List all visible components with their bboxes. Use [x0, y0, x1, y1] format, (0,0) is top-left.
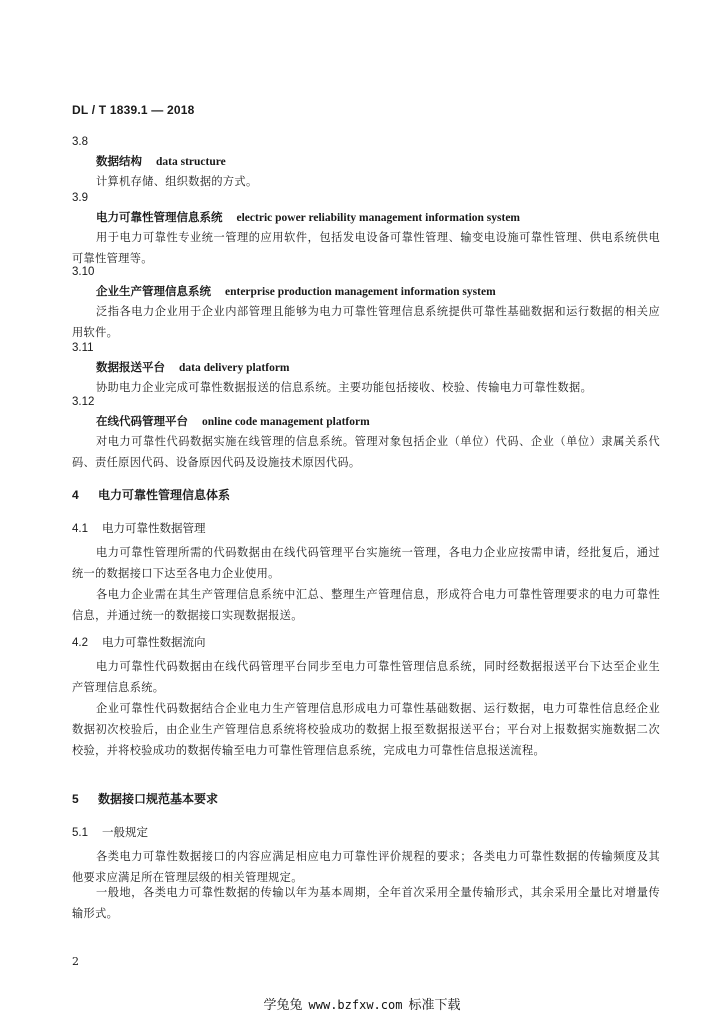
- term-entry: [72, 190, 660, 269]
- page-number: 2: [72, 955, 79, 968]
- term-en: electric power reliability management information system: [236, 212, 520, 224]
- term-definition: 计算机存储、组织数据的方式。: [96, 175, 258, 188]
- term-en: online code management platform: [202, 416, 370, 428]
- term-entry: [72, 264, 660, 343]
- paragraph: 一般地，各类电力可靠性数据的传输以年为基本周期，全年首次采用全量传输形式，其余采用全量比对增量传输形式。: [72, 886, 660, 920]
- section-title: 电力可靠性管理信息体系: [98, 488, 231, 502]
- term-title: [72, 358, 660, 377]
- term-number: 3.11: [72, 342, 94, 354]
- footer-tagline: 标准下载: [408, 998, 461, 1013]
- subsection-number: 5.1: [72, 827, 88, 839]
- subsection-heading: [72, 520, 660, 536]
- paragraph: 电力可靠性代码数据由在线代码管理平台同步至电力可靠性管理信息系统，同时经数据报送平台下达至企业生产管理信息系统。: [72, 660, 660, 694]
- term-definition: 用于电力可靠性专业统一管理的应用软件，包括发电设备可靠性管理、输变电设施可靠性管理、供电系统供电可靠性管理等。: [72, 231, 660, 265]
- footer-url[interactable]: www.bzfxw.com: [308, 998, 403, 1012]
- term-title: [72, 412, 660, 431]
- paragraph: 电力可靠性管理所需的代码数据由在线代码管理平台实施统一管理，各电力企业应按需申请，经批复后，通过统一的数据接口下达至各电力企业使用。: [72, 546, 660, 580]
- term-entry: [72, 340, 660, 398]
- section-heading: [72, 486, 660, 503]
- section-heading: [72, 790, 660, 807]
- term-number: 3.9: [72, 192, 88, 204]
- term-entry: [72, 394, 660, 473]
- term-entry: [72, 134, 660, 192]
- term-number: 3.10: [72, 266, 95, 278]
- term-zh: 企业生产管理信息系统: [96, 284, 211, 298]
- term-title: [72, 208, 660, 227]
- paragraph: 各类电力可靠性数据接口的内容应满足相应电力可靠性评价规程的要求；各类电力可靠性数据的传输频度及其他要求应满足所在管理层级的相关管理规定。: [72, 850, 660, 884]
- term-zh: 电力可靠性管理信息系统: [96, 210, 223, 224]
- subsection-heading: [72, 824, 660, 840]
- footer-site-name: 学兔兔: [263, 998, 303, 1013]
- subsection-number: 4.1: [72, 523, 88, 535]
- term-title: [72, 152, 660, 171]
- paragraph: 企业可靠性代码数据结合企业电力生产管理信息形成电力可靠性基础数据、运行数据，电力可靠性信息经企业数据初次校验后，由企业生产管理信息系统将校验成功的数据上报至数据报送平台；平台对上报数据实施数据二次校验，并将校验成功的数据传输至电力可靠性管理信息系统，完成电力可靠性信息报送流程。: [72, 702, 660, 757]
- term-number: 3.12: [72, 396, 95, 408]
- term-title: [72, 282, 660, 301]
- term-en: data delivery platform: [179, 362, 290, 374]
- subsection-number: 4.2: [72, 637, 88, 649]
- term-zh: 数据结构: [96, 154, 142, 168]
- term-definition: 对电力可靠性代码数据实施在线管理的信息系统。管理对象包括企业（单位）代码、企业（单位）隶属关系代码、责任原因代码、设备原因代码及设施技术原因代码。: [72, 435, 660, 469]
- standard-id-header: DL / T 1839.1 — 2018: [72, 103, 195, 117]
- term-definition: 泛指各电力企业用于企业内部管理且能够为电力可靠性管理信息系统提供可靠性基础数据和运行数据的相关应用软件。: [72, 305, 660, 339]
- term-definition: 协助电力企业完成可靠性数据报送的信息系统。主要功能包括接收、校验、传输电力可靠性数据。: [96, 381, 593, 394]
- term-number: 3.8: [72, 136, 88, 148]
- subsection-heading: [72, 634, 660, 650]
- subsection-title: 一般规定: [102, 825, 148, 839]
- subsection-title: 电力可靠性数据流向: [102, 635, 206, 649]
- paragraph: 各电力企业需在其生产管理信息系统中汇总、整理生产管理信息，形成符合电力可靠性管理要求的电力可靠性信息，并通过统一的数据接口实现数据报送。: [72, 588, 660, 622]
- subsection-title: 电力可靠性数据管理: [102, 521, 206, 535]
- section-number: 5: [72, 792, 79, 806]
- term-zh: 在线代码管理平台: [96, 414, 188, 428]
- term-en: data structure: [156, 156, 226, 168]
- section-number: 4: [72, 488, 79, 502]
- section-title: 数据接口规范基本要求: [98, 792, 219, 806]
- watermark-footer: [0, 994, 724, 1013]
- term-en: enterprise production management information system: [225, 286, 496, 298]
- term-zh: 数据报送平台: [96, 360, 165, 374]
